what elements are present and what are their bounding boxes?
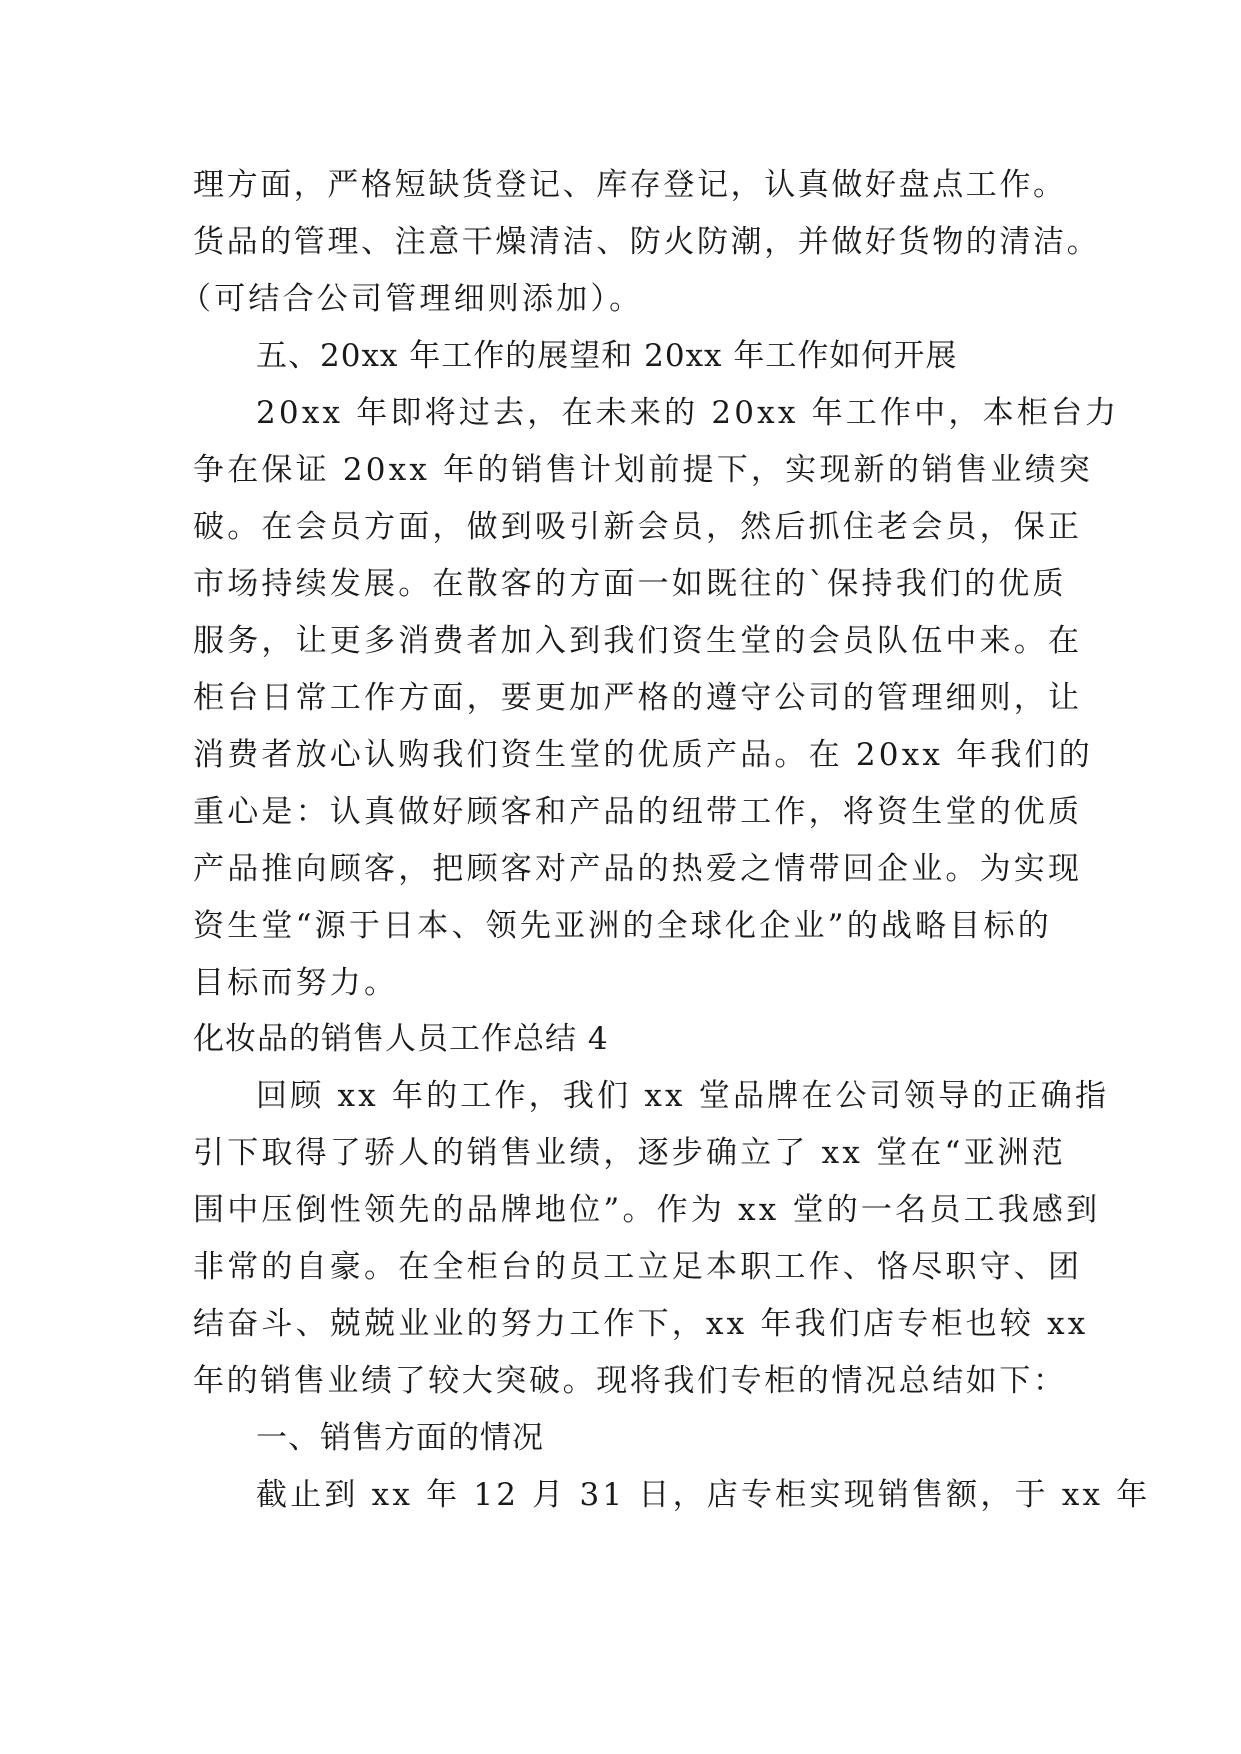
- paragraph-line: 柜台日常工作方面，要更加严格的遵守公司的管理细则，让: [193, 680, 1083, 716]
- paragraph-line: 截止到 xx 年 12 月 31 日，店专柜实现销售额，于 xx 年: [256, 1477, 1151, 1513]
- paragraph-line: 破。在会员方面，做到吸引新会员，然后抓住老会员，保正: [193, 509, 1083, 545]
- paragraph-line: 引下取得了骄人的销售业绩，逐步确立了 xx 堂在“亚洲范: [193, 1135, 1067, 1171]
- article-title: 化妆品的销售人员工作总结 4: [193, 1021, 609, 1057]
- paragraph-line: 结奋斗、兢兢业业的努力工作下，xx 年我们店专柜也较 xx: [193, 1306, 1089, 1342]
- paragraph-line: 围中压倒性领先的品牌地位”。作为 xx 堂的一名员工我感到: [193, 1192, 1101, 1228]
- paragraph-line: 重心是：认真做好顾客和产品的纽带工作，将资生堂的优质: [193, 794, 1083, 830]
- paragraph-line: 资生堂“源于日本、领先亚洲的全球化企业”的战略目标的: [193, 908, 1052, 944]
- paragraph-line: 消费者放心认购我们资生堂的优质产品。在 20xx 年我们的: [193, 737, 1093, 773]
- paragraph-line: 服务，让更多消费者加入到我们资生堂的会员队伍中来。在: [193, 623, 1083, 659]
- section-heading: 一、销售方面的情况: [256, 1420, 544, 1456]
- paragraph-line: 目标而努力。: [193, 965, 399, 1001]
- text-line: （可结合公司管理细则添加）。: [180, 281, 644, 317]
- section-heading: 五、20xx 年工作的展望和 20xx 年工作如何开展: [256, 338, 958, 374]
- paragraph-line: 回顾 xx 年的工作，我们 xx 堂品牌在公司领导的正确指: [256, 1078, 1110, 1114]
- paragraph-line: 市场持续发展。在散客的方面一如既往的`保持我们的优质: [193, 566, 1067, 602]
- text-line: 货品的管理、注意干燥清洁、防火防潮，并做好货物的清洁。: [193, 224, 1101, 260]
- paragraph-line: 产品推向顾客，把顾客对产品的热爱之情带回企业。为实现: [193, 851, 1083, 887]
- paragraph-line: 非常的自豪。在全柜台的员工立足本职工作、恪尽职守、团: [193, 1249, 1083, 1285]
- text-line: 理方面，严格短缺货登记、库存登记，认真做好盘点工作。: [193, 167, 1067, 203]
- paragraph-line: 20xx 年即将过去，在未来的 20xx 年工作中，本柜台力: [256, 395, 1120, 431]
- paragraph-line: 争在保证 20xx 年的销售计划前提下，实现新的销售业绩突: [193, 452, 1093, 488]
- paragraph-line: 年的销售业绩了较大突破。现将我们专柜的情况总结如下：: [193, 1363, 1067, 1399]
